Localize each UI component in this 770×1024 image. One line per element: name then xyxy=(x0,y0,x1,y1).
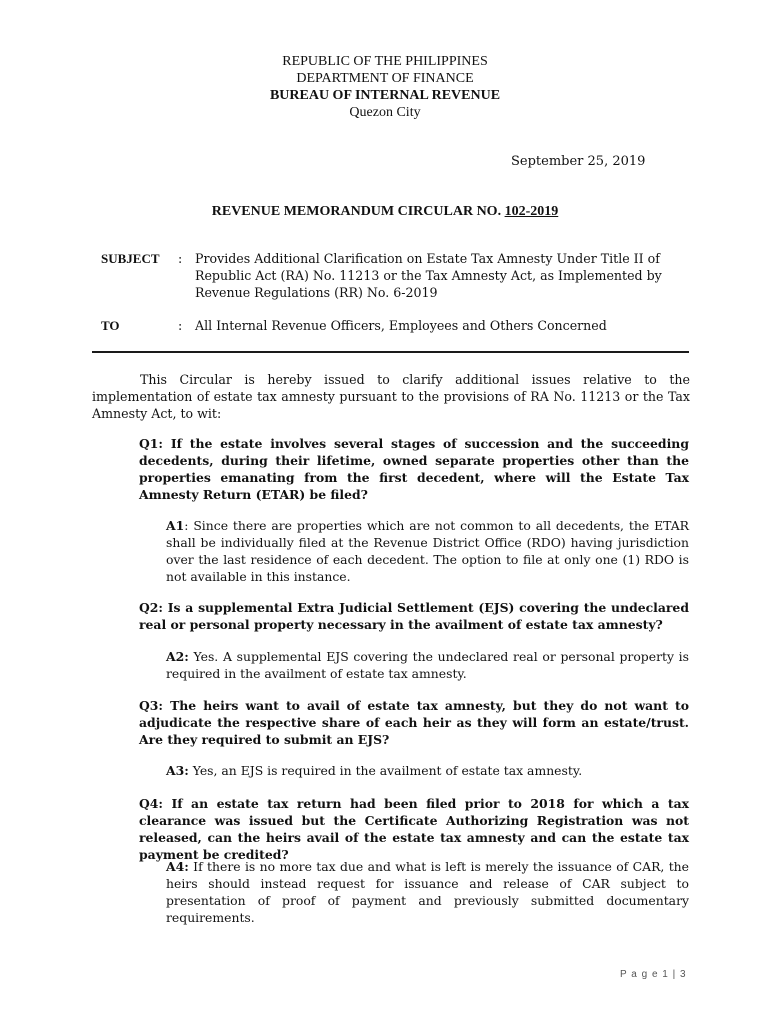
question-3-text: The heirs want to avail of estate tax amnesty, but they do not want to adjudicate the respective share of each heir as they will form an estate/trust. Are they required to submit an EJS? xyxy=(139,698,689,747)
question-1-text: If the estate involves several stages of succession and the succeeding decedents, during their lifetime, owned separate properties other than the properties emanating from the first decedent, where will the Estate Tax Amnesty Return (ETAR) be filed? xyxy=(139,436,689,502)
circular-prefix: REVENUE MEMORANDUM CIRCULAR NO. xyxy=(211,204,505,219)
circular-title xyxy=(0,204,770,220)
to-label: TO xyxy=(101,318,120,333)
to-value: All Internal Revenue Officers, Employees and Others Concerned xyxy=(195,318,607,333)
question-4-text: If an estate tax return had been filed prior to 2018 for which a tax clearance was issued but the Certificate Authorizing Registration was not released, can the heirs avail of the estate tax amnesty and can the estate tax payment be credited? xyxy=(139,796,689,862)
answer-2-text: Yes. A supplemental EJS covering the undeclared real or personal property is required in the availment of estate tax amnesty. xyxy=(166,649,689,681)
answer-1 xyxy=(166,517,689,585)
answer-4-label: A4: xyxy=(166,859,189,874)
answer-1-text: : Since there are properties which are not common to all decedents, the ETAR shall be individually filed at the Revenue District Office (RDO) having jurisdiction over the last residence of each decedent. The option to file at only one (1) RDO is not available in this instance. xyxy=(166,518,689,584)
subject-colon: : xyxy=(178,251,183,266)
letterhead-bureau: BUREAU OF INTERNAL REVENUE xyxy=(269,88,501,103)
document-date: September 25, 2019 xyxy=(511,154,646,169)
question-1-label: Q1: xyxy=(139,436,163,451)
question-2-label: Q2: xyxy=(139,600,163,615)
letterhead-city: Quezon City xyxy=(349,105,421,120)
question-3-label: Q3: xyxy=(139,698,163,713)
question-4 xyxy=(139,795,689,863)
answer-4-text: If there is no more tax due and what is left is merely the issuance of CAR, the heirs should instead request for issuance and release of CAR subject to presentation of proof of payment and previously submitted documentary requirements. xyxy=(166,859,689,925)
subject-label: SUBJECT xyxy=(101,251,160,266)
answer-1-label: A1 xyxy=(166,518,185,533)
header-divider xyxy=(92,351,689,353)
letterhead-department: DEPARTMENT OF FINANCE xyxy=(296,71,474,86)
question-1 xyxy=(139,435,689,503)
question-2 xyxy=(139,599,689,633)
subject-value: Provides Additional Clarification on Estate Tax Amnesty Under Title II of Republic Act (RA) No. 11213 or the Tax Amnesty Act, as Implemented by Revenue Regulations (RR) No. 6-2019 xyxy=(195,251,662,300)
answer-2 xyxy=(166,648,689,682)
question-4-label: Q4: xyxy=(139,796,163,811)
letterhead-republic: REPUBLIC OF THE PHILIPPINES xyxy=(282,54,488,69)
intro-paragraph: This Circular is hereby issued to clarify additional issues relative to the implementation of estate tax amnesty pursuant to the provisions of RA No. 11213 or the Tax Amnesty Act, to wit: xyxy=(92,372,690,421)
page-number: P a g e 1 | 3 xyxy=(620,969,687,980)
answer-3-text: Yes, an EJS is required in the availment of estate tax amnesty. xyxy=(188,763,583,778)
circular-number: 102-2019 xyxy=(504,204,559,219)
to-colon: : xyxy=(178,318,183,333)
answer-3-label: A3: xyxy=(166,763,189,778)
letterhead xyxy=(0,53,770,121)
question-2-text: Is a supplemental Extra Judicial Settlement (EJS) covering the undeclared real or personal property necessary in the availment of estate tax amnesty? xyxy=(139,600,689,632)
answer-2-label: A2: xyxy=(166,649,189,664)
answer-3 xyxy=(166,762,689,779)
answer-4 xyxy=(166,858,689,926)
question-3 xyxy=(139,697,689,748)
